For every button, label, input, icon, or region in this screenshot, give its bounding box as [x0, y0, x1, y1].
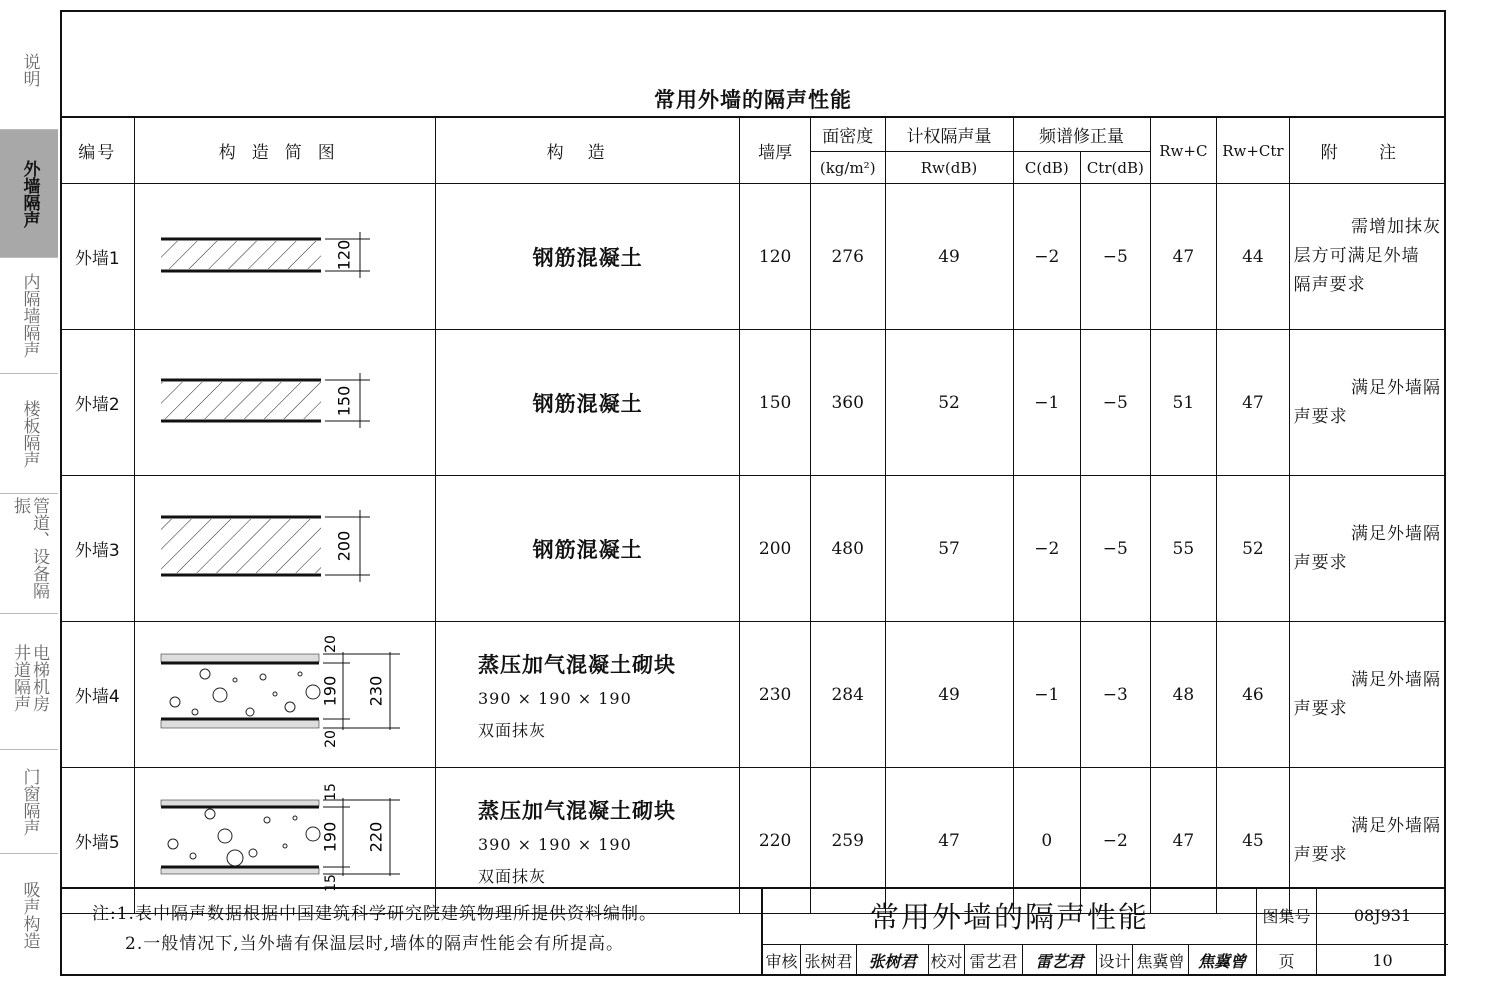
row-id: 外墙1 [61, 184, 135, 330]
header-rw: 计权隔声量 [885, 118, 1013, 152]
page-label: 页 [1257, 945, 1317, 976]
page-number: 10 [1372, 951, 1393, 970]
thickness-value: 230 [740, 622, 811, 768]
title-band [60, 10, 1446, 118]
design-label: 设计 [1097, 945, 1133, 976]
table-row [61, 184, 1446, 330]
note-line: 满足外墙隔 [1351, 377, 1441, 398]
reviewer-signature: 张树君 [857, 945, 929, 976]
note-cell [1289, 476, 1445, 622]
ctr-value: −5 [1081, 184, 1151, 330]
sidebar [0, 10, 58, 976]
diagram-cell [134, 330, 435, 476]
note-line: 声要求 [1293, 698, 1348, 719]
header-rwctr: Rw+Ctr [1217, 118, 1290, 184]
sidebar-tab-floor[interactable] [0, 374, 58, 494]
row-id: 外墙4 [61, 622, 135, 768]
block-spec: 390 × 190 × 190 [477, 834, 632, 854]
designer-signature: 焦冀曾 [1197, 952, 1246, 971]
dimension-label: 20 [323, 730, 340, 748]
header-density: 面密度 [810, 118, 885, 152]
thickness-value: 200 [740, 476, 811, 622]
page-title: 常用外墙的隔声性能 [654, 88, 852, 112]
header-rwc: Rw+C [1150, 118, 1217, 184]
aerated-pores [170, 669, 320, 716]
note-line: 满足外墙隔 [1351, 669, 1441, 690]
note-line: 声要求 [1293, 844, 1348, 865]
header-density-unit: (kg/m²) [810, 152, 885, 184]
density-value: 480 [810, 476, 885, 622]
checker-signature: 雷艺君 [1023, 945, 1097, 976]
sidebar-tab-interior-wall[interactable] [0, 258, 58, 374]
note-cell [1289, 184, 1445, 330]
density-value: 276 [810, 184, 885, 330]
dimension-label: 200 [334, 530, 354, 562]
rwc-value: 47 [1150, 768, 1217, 914]
reviewer-name: 张树君 [801, 945, 857, 976]
sidebar-tab-label: 内隔墙隔声 [19, 273, 40, 358]
title-block-title: 常用外墙的隔声性能 [763, 887, 1257, 945]
block-wall-diagram [135, 622, 434, 763]
rwctr-value: 46 [1217, 622, 1290, 768]
row-id: 外墙2 [61, 330, 135, 476]
sidebar-tab-label: 说明 [19, 52, 40, 87]
material-name: 钢筋混凝土 [532, 245, 643, 270]
designer-name: 焦冀曾 [1133, 945, 1189, 976]
header-rw-unit: Rw(dB) [885, 152, 1013, 184]
thickness-value: 120 [740, 184, 811, 330]
sidebar-tab-label: 楼板隔声 [19, 399, 40, 468]
rwctr-value: 52 [1217, 476, 1290, 622]
plaster-layer [161, 654, 319, 662]
material-name: 钢筋混凝土 [532, 537, 643, 562]
concrete-wall-diagram [135, 476, 434, 617]
atlas-number: 08J931 [1317, 887, 1448, 945]
sidebar-tab-doors-windows[interactable] [0, 750, 58, 854]
rw-value: 52 [885, 330, 1013, 476]
sidebar-tab-absorption[interactable] [0, 854, 58, 976]
rwc-value: 55 [1150, 476, 1217, 622]
concrete-hatch [161, 519, 321, 573]
c-value: 0 [1013, 768, 1081, 914]
sidebar-tab-label: 管道、设备隔振 [10, 496, 49, 599]
c-value: −1 [1013, 622, 1081, 768]
material-name: 蒸压加气混凝土砌块 [477, 652, 676, 677]
dimension-label: 20 [323, 635, 340, 653]
dimension-label: 15 [323, 783, 340, 801]
dimension-label: 220 [366, 821, 386, 853]
note-line: 声要求 [1293, 406, 1348, 427]
row-id: 外墙5 [61, 768, 135, 914]
sidebar-tab-elevator[interactable] [0, 614, 58, 750]
construction-cell [435, 330, 739, 476]
dimension-label: 190 [320, 675, 340, 707]
footnote-2: 2.一般情况下,当外墙有保温层时,墙体的隔声性能会有所提高。 [125, 934, 625, 954]
diagram-cell [134, 622, 435, 768]
concrete-hatch [161, 241, 321, 269]
construction-cell [435, 622, 739, 768]
checker-name: 雷艺君 [965, 945, 1023, 976]
signature-row [763, 945, 1257, 976]
table-row [61, 476, 1446, 622]
note-line: 声要求 [1293, 552, 1348, 573]
sidebar-tab-exterior-wall[interactable] [0, 130, 58, 258]
material-name: 钢筋混凝土 [532, 391, 643, 416]
sound-insulation-table [60, 117, 1446, 914]
sidebar-tab-label: 吸声构造 [19, 881, 40, 949]
atlas-label: 图集号 [1257, 887, 1317, 945]
concrete-hatch [161, 382, 321, 419]
material-name: 蒸压加气混凝土砌块 [477, 798, 676, 823]
note-cell [1289, 330, 1445, 476]
sidebar-tab-label: 外墙隔声 [19, 159, 40, 228]
c-value: −1 [1013, 330, 1081, 476]
title-block [761, 887, 1446, 976]
finish-spec: 双面抹灰 [477, 720, 546, 740]
rwctr-value: 45 [1217, 768, 1290, 914]
density-value: 360 [810, 330, 885, 476]
rwc-value: 48 [1150, 622, 1217, 768]
sidebar-tab-label: 电梯机房井道隔声 [10, 643, 49, 712]
row-id: 外墙3 [61, 476, 135, 622]
note-line: 满足外墙隔 [1351, 815, 1441, 836]
density-value: 259 [810, 768, 885, 914]
sidebar-tab-vibration[interactable] [0, 494, 58, 614]
plaster-layer [161, 720, 319, 728]
rwc-value: 51 [1150, 330, 1217, 476]
header-spectrum: 频谱修正量 [1013, 118, 1150, 152]
note-line: 需增加抹灰 [1351, 217, 1441, 237]
construction-cell [435, 476, 739, 622]
density-value: 284 [810, 622, 885, 768]
thickness-value: 150 [740, 330, 811, 476]
block-spec: 390 × 190 × 190 [477, 688, 632, 708]
header-thickness: 墙厚 [740, 118, 811, 184]
concrete-wall-diagram [135, 184, 434, 325]
rw-value: 47 [885, 768, 1013, 914]
note-line: 层方可满足外墙 [1293, 246, 1420, 266]
diagram-cell [134, 476, 435, 622]
c-value: −2 [1013, 184, 1081, 330]
header-c: C(dB) [1013, 152, 1081, 184]
rwctr-value: 47 [1217, 330, 1290, 476]
ctr-value: −5 [1081, 476, 1151, 622]
header-construction: 构造 [435, 118, 739, 184]
dimension-label: 190 [320, 821, 340, 853]
note-line: 隔声要求 [1293, 275, 1366, 295]
rw-value: 57 [885, 476, 1013, 622]
check-label: 校对 [929, 945, 965, 976]
dimension-label: 15 [323, 874, 340, 892]
footnote-1: 注:1.表中隔声数据根据中国建筑科学研究院建筑物理所提供资料编制。 [92, 904, 657, 924]
footer [60, 887, 1446, 976]
c-value: −2 [1013, 476, 1081, 622]
table-row [61, 622, 1446, 768]
diagram-cell [134, 184, 435, 330]
aerated-pores [168, 809, 320, 866]
footnotes [92, 899, 657, 959]
rwctr-value: 44 [1217, 184, 1290, 330]
review-label: 审核 [763, 945, 801, 976]
ctr-value: −5 [1081, 330, 1151, 476]
dimension-label: 120 [334, 239, 354, 271]
sidebar-tab-label: 门窗隔声 [19, 767, 40, 836]
note-cell [1289, 622, 1445, 768]
rw-value: 49 [885, 184, 1013, 330]
ctr-value: −2 [1081, 768, 1151, 914]
construction-cell [435, 184, 739, 330]
header-note: 附 注 [1289, 118, 1445, 184]
thickness-value: 220 [740, 768, 811, 914]
dimension-label: 150 [334, 385, 354, 417]
note-line: 满足外墙隔 [1351, 523, 1441, 544]
plaster-layer [161, 868, 319, 874]
rwc-value: 47 [1150, 184, 1217, 330]
header-id: 编号 [61, 118, 135, 184]
dimension-label: 230 [366, 675, 386, 707]
ctr-value: −3 [1081, 622, 1151, 768]
table-row [61, 330, 1446, 476]
concrete-wall-diagram [135, 330, 434, 471]
plaster-layer [161, 800, 319, 806]
sidebar-tab-description[interactable] [0, 10, 58, 130]
finish-spec: 双面抹灰 [477, 866, 546, 886]
header-ctr: Ctr(dB) [1081, 152, 1151, 184]
header-diagram: 构造简图 [134, 118, 435, 184]
rw-value: 49 [885, 622, 1013, 768]
